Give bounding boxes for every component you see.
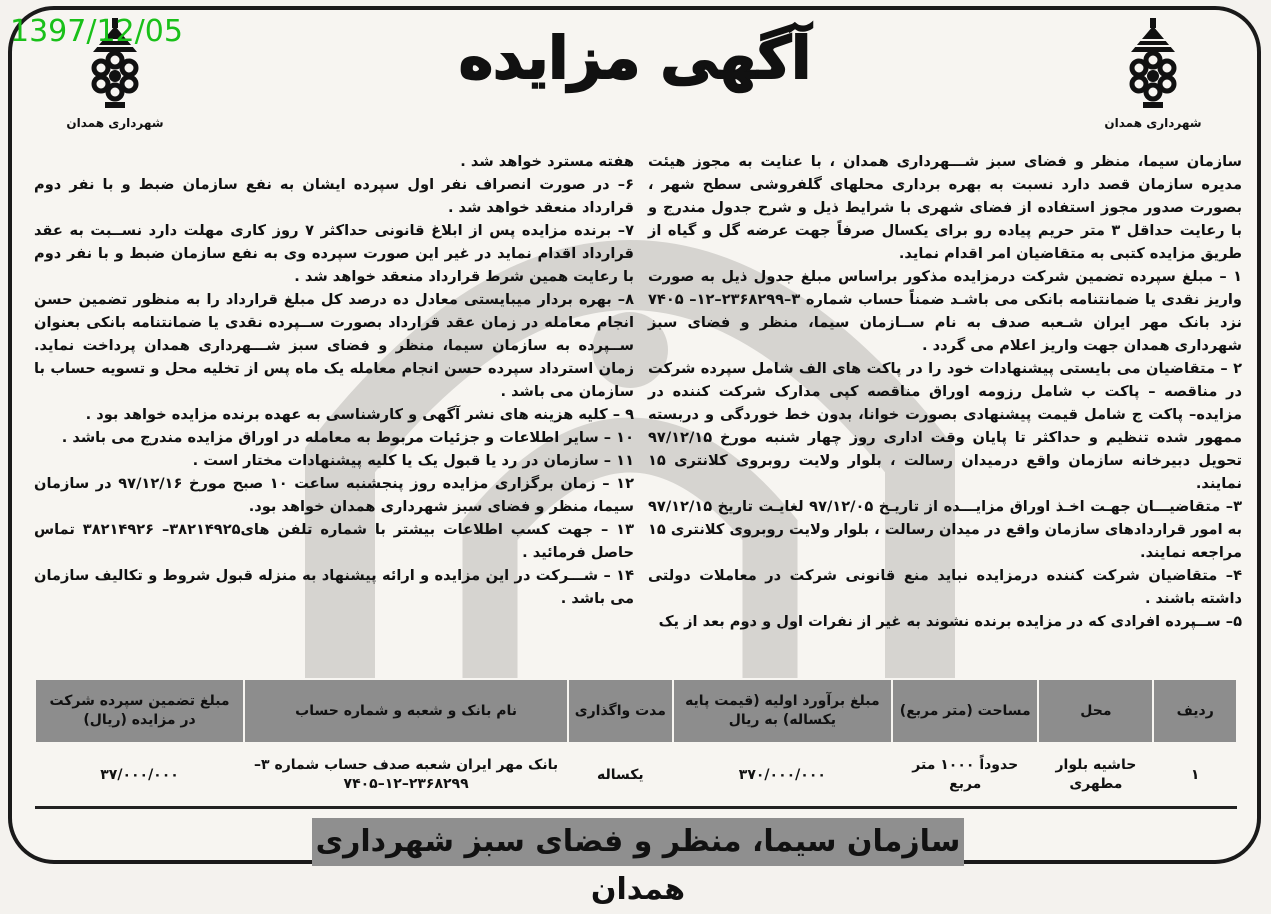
cell-area: حدوداً ۱۰۰۰ متر مربع [892, 743, 1038, 808]
header-location: محل [1038, 679, 1153, 743]
paragraph: ۵– ســپرده افرادی که در مزایده برنده نشوند به غیر از نفرات اول و دوم بعد از یک [658, 613, 1242, 630]
paragraph: ۳– متقاضیـــان جهـت اخـذ اوراق مزایـــده از تاریـخ ۹۷/۱۲/۰۵ لغایـت تاریخ ۹۷/۱۲/۱۵ به امور قراردادهای سازمان واقع در میدان رسالت ، بلوار ولایت روبروی کلانتری ۱۵ مراجعه نمایند. [648, 498, 1242, 561]
paragraph: ۱ – مبلغ سپرده تضمین شرکت درمزایده مذکور براساس مبلغ جدول ذیل به صورت واریز نقدی یا ضمانتنامه بانکی می باشـد ضمناً حساب شماره ۳–۲۳۶۸۲۹۹–۱۲– ۷۴۰۵ نزد بانک مهر ایران شـعبه صدف به نام ســازمان سیما، منظر و فضای سبز شهرداری همدان جهت واریز اعلام می گردد . [648, 268, 1242, 354]
logo-caption: شهرداری همدان [66, 116, 164, 130]
paragraph: ۱۰ – سایر اطلاعات و جزئیات مربوط به معامله در اوراق مزایده مندرج می باشد . [61, 429, 634, 446]
cell-bank: بانک مهر ایران شعبه صدف حساب شماره ۳–۲۳۶۸۲۹۹–۱۲–۷۴۰۵ [244, 743, 568, 808]
cell-location: حاشیه بلوار مطهری [1038, 743, 1153, 808]
paragraph: ۱۴ – شـــرکت در این مزایده و ارائه پیشنهاد به منزله قبول شروط و تکالیف سازمان می باشد . [34, 567, 634, 607]
header-row-number: ردیف [1153, 679, 1237, 743]
paragraph: سازمان سیما، منظر و فضای سبز شـــهرداری همدان ، با عنایت به مجوز هیئت مدیره سازمان قصد دارد نسبت به بهره برداری محلهای گلفروشی سطح شهر ، بصورت صدور مجوز استفاده از فضای شهری با شرایط ذیل و شرح جدول مندرج و با رعایت حداقل ۳ متر حریم پیاده رو برای یکسال صرفاً جهت عرضه گل و گیاه از طریق مزایده کتبی به متقاضیان امر اقدام نماید. [648, 153, 1243, 262]
header-duration: مدت واگذاری [568, 679, 673, 743]
paragraph: ۴– متقاضیان شرکت کننده درمزایده نباید منع قانونی شرکت در معاملات دولتی داشته باشند . [648, 567, 1242, 607]
paragraph: ۸– بهره بردار میبایستی معادل ده درصد کل مبلغ قرارداد را به منظور تضمین حسن انجام معامله در زمان عقد قرارداد بصورت ســپرده نقدی یا ضمانتنامه بانکی بعنوان ســپرده به سازمان سیما، منظر و فضای سبز شـــهرداری همدان پرداخت نماید. زمان استرداد سپرده حسن انجام معامله یک ماه پس از تخلیه محل و تسویه حساب با سازمان می باشد . [34, 291, 634, 400]
paragraph: ۱۳ – جهت کسب اطلاعات بیشتر با شماره تلفن های۳۸۲۱۴۹۲۵– ۳۸۲۱۴۹۲۶ تماس حاصل فرمائید . [34, 521, 634, 561]
paragraph: ۷– برنده مزایده پس از ابلاغ قانونی حداکثر ۷ روز کاری مهلت دارد نســبت به عقد قرارداد اقدام نماید در غیر این صورت سپرده وی به نفع سازمان ضبط و با نفر دوم با رعایت همین شرط قرارداد منعقد خواهد شد . [34, 222, 634, 285]
cell-deposit: ۳۷/۰۰۰/۰۰۰ [35, 743, 244, 808]
header-area: مساحت (متر مربع) [892, 679, 1038, 743]
paragraph: ۶– در صورت انصراف نفر اول سپرده ایشان به نفع سازمان ضبط و با نفر دوم قرارداد منعقد خواهد شد . [34, 176, 634, 216]
header-bank: نام بانک و شعبه و شماره حساب [244, 679, 568, 743]
paragraph: ۱۲ – زمان برگزاری مزایده روز پنجشنبه ساعت ۱۰ صبح مورخ ۹۷/۱۲/۱۶ در سازمان سیما، منظر و فضای سبز شهرداری همدان خواهد بود. [34, 475, 634, 515]
organization-banner: سازمان سیما، منظر و فضای سبز شهرداری همدان [312, 818, 964, 866]
left-column [34, 150, 634, 610]
hamedan-emblem-icon [1121, 18, 1185, 110]
paragraph: ۲ – متقاضیان می بایستی پیشنهادات خود را در پاکت های الف شامل سپرده شرکت در مناقصه – پاکت ب شامل رزومه اوراق مناقصه کپی مدارک شرکت کننده در مزایده– پاکت ج شامل قیمت پیشنهادی بصورت خوانا، بدون خط خوردگی و دربسته ممهور شده تنظیم و حداکثر تا پایان وقت اداری روز چهار شنبه مورخ ۹۷/۱۲/۱۵ تحویل دبیرخانه سازمان واقع درمیدان رسالت ، بلوار ولایت روبروی کلانتری ۱۵ نمایند. [648, 360, 1242, 492]
table-header-row [35, 679, 1237, 743]
right-column [648, 150, 1242, 633]
municipality-logo-right [1098, 18, 1208, 130]
cell-base-price: ۳۷۰/۰۰۰/۰۰۰ [673, 743, 892, 808]
header-base-price: مبلغ برآورد اولیه (قیمت پایه یکساله) به ریال [673, 679, 892, 743]
logo-caption: شهرداری همدان [1104, 116, 1202, 130]
ad-title: آگهی مزایده [458, 24, 812, 92]
table-row [35, 743, 1237, 808]
paragraph: ۹ – کلیه هزینه های نشر آگهی و کارشناسی به عهده برنده مزایده خواهد بود . [85, 406, 634, 423]
cell-row-number: ۱ [1153, 743, 1237, 808]
paragraph: ۱۱ – سازمان در رد یا قبول یک یا کلیه پیشنهادات مختار است . [192, 452, 634, 469]
cell-duration: یکساله [568, 743, 673, 808]
paragraph: هفته مسترد خواهد شد . [460, 153, 634, 170]
auction-table [34, 678, 1238, 809]
date-stamp: 1397/12/05 [10, 14, 183, 49]
header-deposit: مبلغ تضمین سپرده شرکت در مزایده (ریال) [35, 679, 244, 743]
